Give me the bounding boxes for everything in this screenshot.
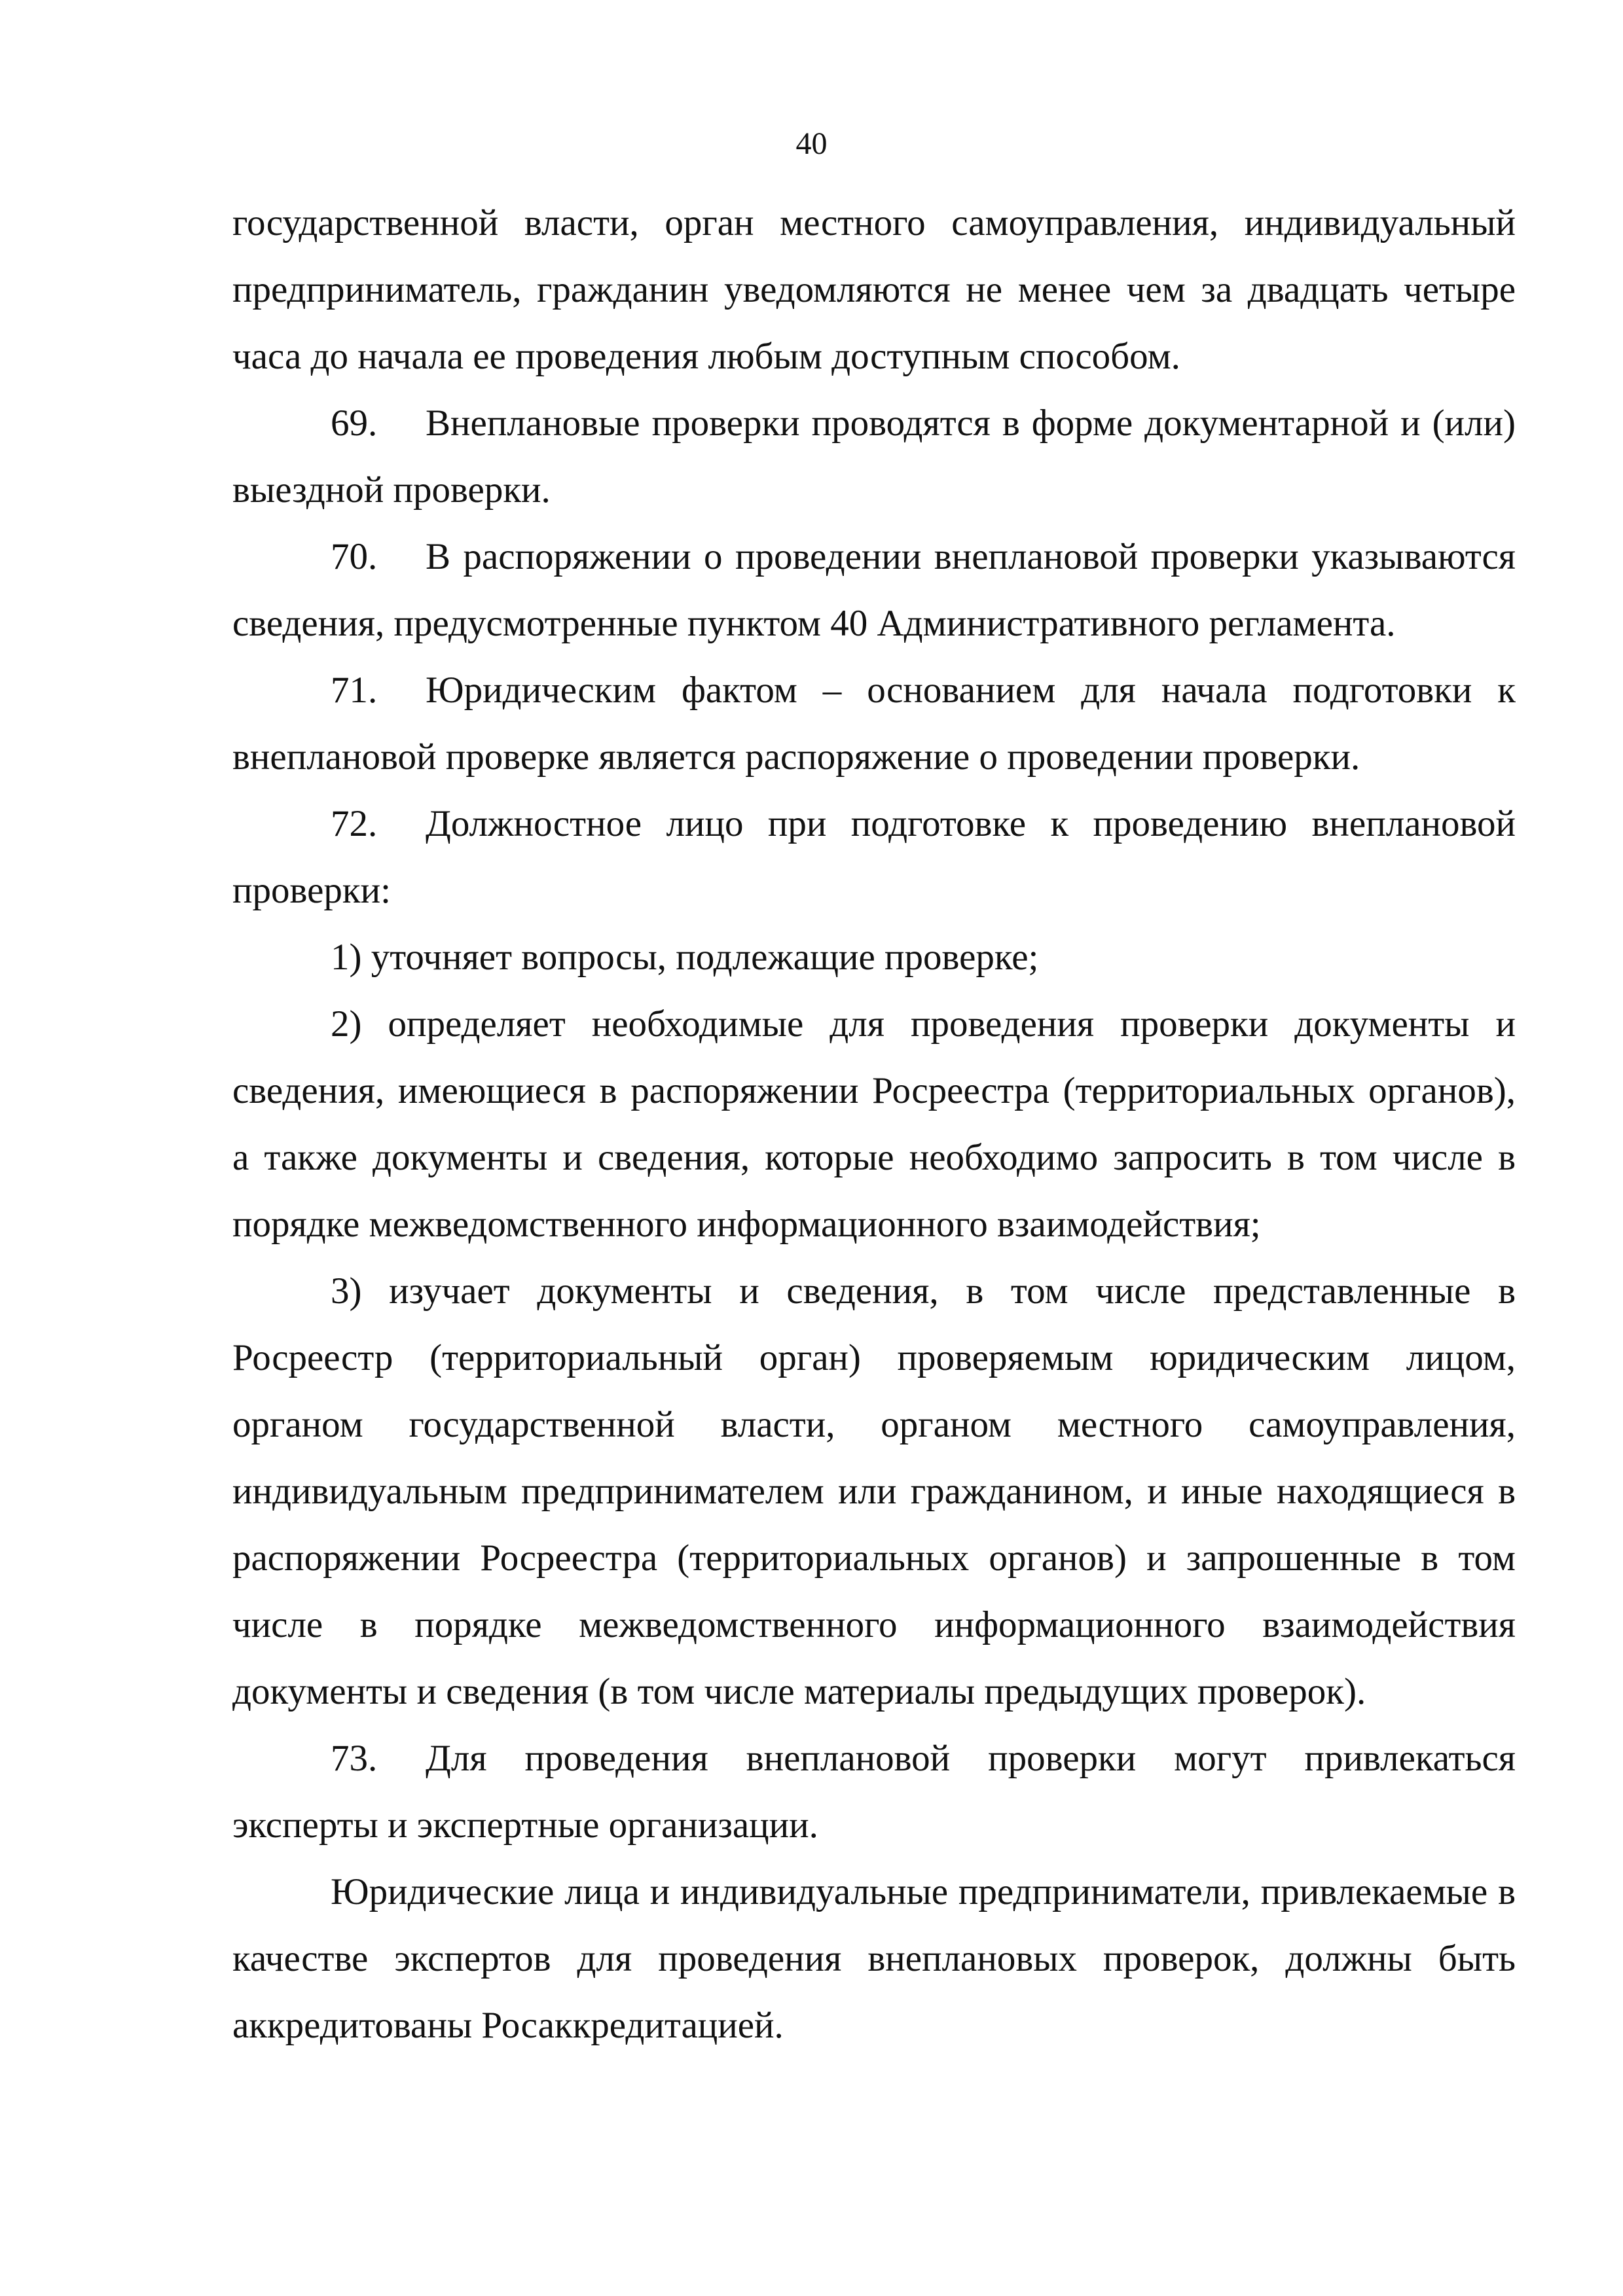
paragraph-text: государственной власти, орган местного самоуправления, индивидуальный предприниматель, гражданин уведомляются не менее чем за двадцать четыре часа до начала ее проведения любым доступным способом.: [232, 202, 1516, 377]
paragraph-number: 73.: [331, 1738, 378, 1779]
paragraph-72: [232, 791, 1516, 924]
subitem-text: 1) уточняет вопросы, подлежащие проверке;: [331, 937, 1039, 978]
paragraph-text: В распоряжении о проведении внеплановой проверки указываются сведения, предусмотренные пунктом 40 Административного регламента.: [232, 536, 1516, 644]
paragraph-70: [232, 524, 1516, 657]
paragraph-71: [232, 657, 1516, 791]
page-number: 40: [795, 126, 828, 161]
document-body: [232, 190, 1516, 2059]
paragraph-number: 69.: [331, 403, 378, 444]
paragraph-text: Юридическим фактом – основанием для начала подготовки к внеплановой проверке является распоряжение о проведении проверки.: [232, 670, 1516, 778]
paragraph-number: 71.: [331, 670, 378, 711]
paragraph-number: 72.: [331, 803, 378, 844]
paragraph-text: Внеплановые проверки проводятся в форме документарной и (или) выездной проверки.: [232, 403, 1516, 511]
paragraph-text: Юридические лица и индивидуальные предприниматели, привлекаемые в качестве экспертов для проведения внеплановых проверок, должны быть аккредитованы Росаккредитацией.: [232, 1871, 1516, 2046]
subitem-1: [232, 924, 1516, 991]
subitem-text: 3) изучает документы и сведения, в том числе представленные в Росреестр (территориальный орган) проверяемым юридическим лицом, органом государственной власти, органом местного самоуправления, индивидуальным предпринимателем или гражданином, и иные находящиеся в распоряжении Росреестра (территориальных органов) и запрошенные в том числе в порядке межведомственного информационного взаимодействия документы и сведения (в том числе материалы предыдущих проверок).: [232, 1270, 1516, 1712]
paragraph-number: 70.: [331, 536, 378, 577]
subitem-text: 2) определяет необходимые для проведения проверки документы и сведения, имеющиеся в распоряжении Росреестра (территориальных органов), а также документы и сведения, которые необходимо запросить в том числе в порядке межведомственного информационного взаимодействия;: [232, 1003, 1516, 1245]
subitem-3: [232, 1258, 1516, 1725]
paragraph-73: [232, 1725, 1516, 1859]
paragraph-text: Должностное лицо при подготовке к проведению внеплановой проверки:: [232, 803, 1516, 911]
paragraph-accreditation: [232, 1859, 1516, 2059]
paragraph-text: Для проведения внеплановой проверки могут привлекаться эксперты и экспертные организации.: [232, 1738, 1516, 1846]
paragraph-continuation: [232, 190, 1516, 390]
subitem-2: [232, 991, 1516, 1258]
paragraph-69: [232, 390, 1516, 524]
